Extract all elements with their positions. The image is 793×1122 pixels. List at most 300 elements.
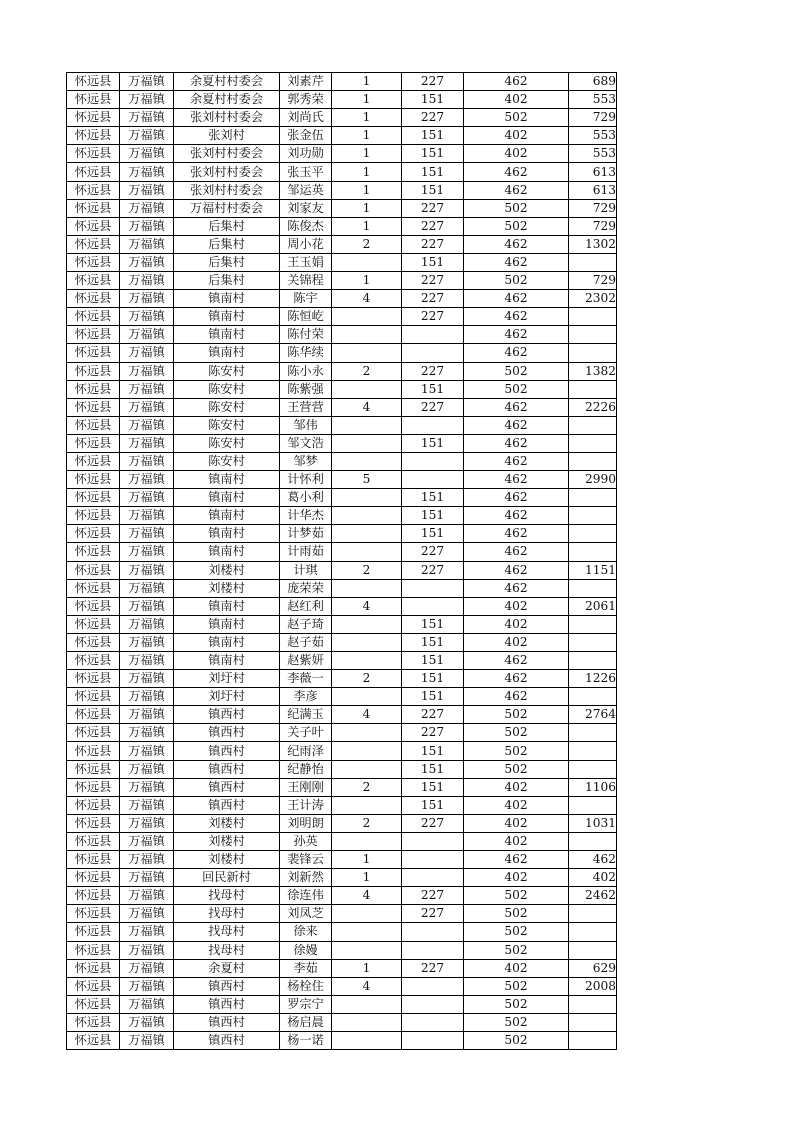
name-cell[interactable]: 杨栓住 (280, 977, 332, 995)
amount-a-cell[interactable] (402, 995, 464, 1013)
amount-a-cell[interactable]: 227 (402, 199, 464, 217)
count-cell[interactable] (332, 760, 402, 778)
village-cell[interactable]: 镇西村 (174, 1031, 280, 1049)
amount-a-cell[interactable] (402, 1031, 464, 1049)
total-cell[interactable] (569, 905, 617, 923)
total-cell[interactable]: 689 (569, 73, 617, 91)
county-cell[interactable]: 怀远县 (67, 796, 120, 814)
count-cell[interactable]: 1 (332, 109, 402, 127)
name-cell[interactable]: 计华杰 (280, 507, 332, 525)
town-cell[interactable]: 万福镇 (120, 724, 174, 742)
amount-b-cell[interactable]: 502 (464, 941, 569, 959)
village-cell[interactable]: 刘楼村 (174, 832, 280, 850)
amount-b-cell[interactable]: 462 (464, 851, 569, 869)
total-cell[interactable] (569, 579, 617, 597)
town-cell[interactable]: 万福镇 (120, 434, 174, 452)
amount-a-cell[interactable]: 151 (402, 253, 464, 271)
amount-a-cell[interactable] (402, 326, 464, 344)
county-cell[interactable]: 怀远县 (67, 1031, 120, 1049)
amount-b-cell[interactable]: 402 (464, 91, 569, 109)
county-cell[interactable]: 怀远县 (67, 217, 120, 235)
total-cell[interactable] (569, 489, 617, 507)
amount-b-cell[interactable]: 462 (464, 253, 569, 271)
amount-a-cell[interactable]: 227 (402, 887, 464, 905)
town-cell[interactable]: 万福镇 (120, 633, 174, 651)
total-cell[interactable]: 2008 (569, 977, 617, 995)
amount-a-cell[interactable]: 151 (402, 91, 464, 109)
count-cell[interactable]: 1 (332, 959, 402, 977)
amount-b-cell[interactable]: 402 (464, 633, 569, 651)
amount-a-cell[interactable]: 151 (402, 525, 464, 543)
amount-a-cell[interactable] (402, 923, 464, 941)
name-cell[interactable]: 计梦茹 (280, 525, 332, 543)
town-cell[interactable]: 万福镇 (120, 778, 174, 796)
village-cell[interactable]: 余夏村 (174, 959, 280, 977)
total-cell[interactable]: 729 (569, 109, 617, 127)
village-cell[interactable]: 镇南村 (174, 326, 280, 344)
town-cell[interactable]: 万福镇 (120, 489, 174, 507)
name-cell[interactable]: 赵紫妍 (280, 652, 332, 670)
count-cell[interactable] (332, 923, 402, 941)
town-cell[interactable]: 万福镇 (120, 760, 174, 778)
county-cell[interactable]: 怀远县 (67, 181, 120, 199)
amount-b-cell[interactable]: 402 (464, 796, 569, 814)
county-cell[interactable]: 怀远县 (67, 326, 120, 344)
county-cell[interactable]: 怀远县 (67, 543, 120, 561)
amount-a-cell[interactable] (402, 452, 464, 470)
name-cell[interactable]: 陈宇 (280, 290, 332, 308)
amount-b-cell[interactable]: 502 (464, 272, 569, 290)
name-cell[interactable]: 杨启晨 (280, 1013, 332, 1031)
amount-b-cell[interactable]: 502 (464, 199, 569, 217)
amount-b-cell[interactable]: 462 (464, 181, 569, 199)
village-cell[interactable]: 镇南村 (174, 615, 280, 633)
village-cell[interactable]: 找母村 (174, 887, 280, 905)
total-cell[interactable]: 729 (569, 217, 617, 235)
amount-a-cell[interactable]: 151 (402, 742, 464, 760)
count-cell[interactable]: 1 (332, 127, 402, 145)
amount-b-cell[interactable]: 462 (464, 434, 569, 452)
village-cell[interactable]: 刘圩村 (174, 688, 280, 706)
count-cell[interactable]: 1 (332, 73, 402, 91)
count-cell[interactable]: 1 (332, 91, 402, 109)
name-cell[interactable]: 徐嫚 (280, 941, 332, 959)
name-cell[interactable]: 王营营 (280, 398, 332, 416)
name-cell[interactable]: 刘功勋 (280, 145, 332, 163)
town-cell[interactable]: 万福镇 (120, 706, 174, 724)
name-cell[interactable]: 李茹 (280, 959, 332, 977)
name-cell[interactable]: 陈华续 (280, 344, 332, 362)
amount-b-cell[interactable]: 402 (464, 597, 569, 615)
count-cell[interactable] (332, 832, 402, 850)
amount-b-cell[interactable]: 462 (464, 561, 569, 579)
count-cell[interactable] (332, 507, 402, 525)
village-cell[interactable]: 后集村 (174, 217, 280, 235)
total-cell[interactable]: 613 (569, 181, 617, 199)
county-cell[interactable]: 怀远县 (67, 941, 120, 959)
town-cell[interactable]: 万福镇 (120, 814, 174, 832)
amount-a-cell[interactable] (402, 869, 464, 887)
town-cell[interactable]: 万福镇 (120, 670, 174, 688)
village-cell[interactable]: 镇西村 (174, 995, 280, 1013)
county-cell[interactable]: 怀远县 (67, 688, 120, 706)
name-cell[interactable]: 计琪 (280, 561, 332, 579)
name-cell[interactable]: 关子叶 (280, 724, 332, 742)
name-cell[interactable]: 陈俊杰 (280, 217, 332, 235)
count-cell[interactable]: 4 (332, 398, 402, 416)
county-cell[interactable]: 怀远县 (67, 832, 120, 850)
total-cell[interactable]: 402 (569, 869, 617, 887)
total-cell[interactable] (569, 434, 617, 452)
count-cell[interactable]: 4 (332, 977, 402, 995)
count-cell[interactable] (332, 742, 402, 760)
village-cell[interactable]: 陈安村 (174, 380, 280, 398)
village-cell[interactable]: 回民新村 (174, 869, 280, 887)
total-cell[interactable] (569, 1031, 617, 1049)
count-cell[interactable]: 4 (332, 290, 402, 308)
town-cell[interactable]: 万福镇 (120, 1031, 174, 1049)
total-cell[interactable] (569, 832, 617, 850)
count-cell[interactable] (332, 416, 402, 434)
name-cell[interactable]: 刘新然 (280, 869, 332, 887)
town-cell[interactable]: 万福镇 (120, 235, 174, 253)
count-cell[interactable] (332, 344, 402, 362)
total-cell[interactable] (569, 452, 617, 470)
name-cell[interactable]: 邹梦 (280, 452, 332, 470)
total-cell[interactable]: 629 (569, 959, 617, 977)
village-cell[interactable]: 张刘村村委会 (174, 181, 280, 199)
amount-b-cell[interactable]: 462 (464, 416, 569, 434)
village-cell[interactable]: 余夏村村委会 (174, 73, 280, 91)
county-cell[interactable]: 怀远县 (67, 398, 120, 416)
town-cell[interactable]: 万福镇 (120, 597, 174, 615)
name-cell[interactable]: 陈紫强 (280, 380, 332, 398)
total-cell[interactable]: 1226 (569, 670, 617, 688)
amount-b-cell[interactable]: 462 (464, 235, 569, 253)
name-cell[interactable]: 刘素芹 (280, 73, 332, 91)
count-cell[interactable] (332, 995, 402, 1013)
amount-b-cell[interactable]: 462 (464, 471, 569, 489)
county-cell[interactable]: 怀远县 (67, 344, 120, 362)
total-cell[interactable] (569, 308, 617, 326)
county-cell[interactable]: 怀远县 (67, 760, 120, 778)
town-cell[interactable]: 万福镇 (120, 525, 174, 543)
amount-b-cell[interactable]: 502 (464, 742, 569, 760)
county-cell[interactable]: 怀远县 (67, 145, 120, 163)
village-cell[interactable]: 镇南村 (174, 633, 280, 651)
town-cell[interactable]: 万福镇 (120, 742, 174, 760)
county-cell[interactable]: 怀远县 (67, 670, 120, 688)
town-cell[interactable]: 万福镇 (120, 344, 174, 362)
amount-a-cell[interactable]: 151 (402, 615, 464, 633)
amount-b-cell[interactable]: 402 (464, 832, 569, 850)
count-cell[interactable] (332, 615, 402, 633)
total-cell[interactable] (569, 688, 617, 706)
count-cell[interactable]: 2 (332, 670, 402, 688)
amount-b-cell[interactable]: 502 (464, 724, 569, 742)
count-cell[interactable] (332, 326, 402, 344)
county-cell[interactable]: 怀远县 (67, 742, 120, 760)
town-cell[interactable]: 万福镇 (120, 272, 174, 290)
county-cell[interactable]: 怀远县 (67, 724, 120, 742)
village-cell[interactable]: 镇南村 (174, 489, 280, 507)
village-cell[interactable]: 张刘村 (174, 127, 280, 145)
count-cell[interactable] (332, 688, 402, 706)
town-cell[interactable]: 万福镇 (120, 73, 174, 91)
county-cell[interactable]: 怀远县 (67, 127, 120, 145)
amount-a-cell[interactable]: 227 (402, 561, 464, 579)
total-cell[interactable]: 613 (569, 163, 617, 181)
county-cell[interactable]: 怀远县 (67, 489, 120, 507)
total-cell[interactable]: 2061 (569, 597, 617, 615)
village-cell[interactable]: 刘圩村 (174, 670, 280, 688)
name-cell[interactable]: 陈恒屹 (280, 308, 332, 326)
amount-a-cell[interactable] (402, 832, 464, 850)
total-cell[interactable] (569, 760, 617, 778)
town-cell[interactable]: 万福镇 (120, 181, 174, 199)
town-cell[interactable]: 万福镇 (120, 869, 174, 887)
county-cell[interactable]: 怀远县 (67, 471, 120, 489)
count-cell[interactable]: 1 (332, 181, 402, 199)
total-cell[interactable]: 553 (569, 127, 617, 145)
county-cell[interactable]: 怀远县 (67, 416, 120, 434)
amount-a-cell[interactable]: 151 (402, 670, 464, 688)
town-cell[interactable]: 万福镇 (120, 290, 174, 308)
total-cell[interactable]: 729 (569, 272, 617, 290)
amount-b-cell[interactable]: 462 (464, 290, 569, 308)
town-cell[interactable]: 万福镇 (120, 995, 174, 1013)
total-cell[interactable] (569, 344, 617, 362)
total-cell[interactable] (569, 941, 617, 959)
village-cell[interactable]: 后集村 (174, 272, 280, 290)
count-cell[interactable]: 2 (332, 362, 402, 380)
town-cell[interactable]: 万福镇 (120, 308, 174, 326)
town-cell[interactable]: 万福镇 (120, 416, 174, 434)
name-cell[interactable]: 王计涛 (280, 796, 332, 814)
name-cell[interactable]: 刘明朗 (280, 814, 332, 832)
amount-a-cell[interactable]: 151 (402, 434, 464, 452)
amount-b-cell[interactable]: 462 (464, 670, 569, 688)
amount-a-cell[interactable]: 151 (402, 760, 464, 778)
name-cell[interactable]: 张金伍 (280, 127, 332, 145)
town-cell[interactable]: 万福镇 (120, 887, 174, 905)
amount-b-cell[interactable]: 462 (464, 652, 569, 670)
amount-a-cell[interactable]: 151 (402, 652, 464, 670)
amount-b-cell[interactable]: 502 (464, 977, 569, 995)
amount-a-cell[interactable]: 227 (402, 217, 464, 235)
total-cell[interactable]: 2462 (569, 887, 617, 905)
count-cell[interactable] (332, 1013, 402, 1031)
name-cell[interactable]: 赵子茹 (280, 633, 332, 651)
name-cell[interactable]: 纪静怡 (280, 760, 332, 778)
amount-b-cell[interactable]: 502 (464, 380, 569, 398)
amount-a-cell[interactable] (402, 941, 464, 959)
county-cell[interactable]: 怀远县 (67, 1013, 120, 1031)
count-cell[interactable] (332, 525, 402, 543)
amount-a-cell[interactable]: 227 (402, 543, 464, 561)
amount-b-cell[interactable]: 502 (464, 362, 569, 380)
name-cell[interactable]: 徐连伟 (280, 887, 332, 905)
town-cell[interactable]: 万福镇 (120, 688, 174, 706)
count-cell[interactable] (332, 434, 402, 452)
village-cell[interactable]: 镇西村 (174, 778, 280, 796)
total-cell[interactable] (569, 724, 617, 742)
count-cell[interactable]: 2 (332, 561, 402, 579)
count-cell[interactable] (332, 724, 402, 742)
name-cell[interactable]: 计怀利 (280, 471, 332, 489)
amount-a-cell[interactable]: 151 (402, 181, 464, 199)
amount-a-cell[interactable]: 151 (402, 688, 464, 706)
amount-a-cell[interactable]: 227 (402, 362, 464, 380)
total-cell[interactable] (569, 923, 617, 941)
town-cell[interactable]: 万福镇 (120, 977, 174, 995)
total-cell[interactable] (569, 796, 617, 814)
village-cell[interactable]: 镇西村 (174, 796, 280, 814)
amount-a-cell[interactable]: 151 (402, 796, 464, 814)
amount-a-cell[interactable]: 151 (402, 778, 464, 796)
total-cell[interactable]: 2764 (569, 706, 617, 724)
total-cell[interactable]: 1302 (569, 235, 617, 253)
county-cell[interactable]: 怀远县 (67, 869, 120, 887)
amount-a-cell[interactable]: 227 (402, 905, 464, 923)
name-cell[interactable]: 徐来 (280, 923, 332, 941)
amount-a-cell[interactable] (402, 579, 464, 597)
count-cell[interactable]: 1 (332, 272, 402, 290)
amount-b-cell[interactable]: 502 (464, 109, 569, 127)
village-cell[interactable]: 后集村 (174, 253, 280, 271)
town-cell[interactable]: 万福镇 (120, 905, 174, 923)
county-cell[interactable]: 怀远县 (67, 579, 120, 597)
amount-a-cell[interactable]: 227 (402, 308, 464, 326)
town-cell[interactable]: 万福镇 (120, 796, 174, 814)
name-cell[interactable]: 纪雨泽 (280, 742, 332, 760)
county-cell[interactable]: 怀远县 (67, 507, 120, 525)
amount-a-cell[interactable]: 227 (402, 290, 464, 308)
town-cell[interactable]: 万福镇 (120, 452, 174, 470)
village-cell[interactable]: 镇西村 (174, 760, 280, 778)
amount-b-cell[interactable]: 402 (464, 127, 569, 145)
name-cell[interactable]: 赵红利 (280, 597, 332, 615)
county-cell[interactable]: 怀远县 (67, 887, 120, 905)
amount-b-cell[interactable]: 502 (464, 760, 569, 778)
village-cell[interactable]: 刘楼村 (174, 579, 280, 597)
village-cell[interactable]: 刘楼村 (174, 561, 280, 579)
count-cell[interactable]: 1 (332, 163, 402, 181)
total-cell[interactable]: 2302 (569, 290, 617, 308)
town-cell[interactable]: 万福镇 (120, 1013, 174, 1031)
amount-b-cell[interactable]: 502 (464, 1031, 569, 1049)
county-cell[interactable]: 怀远县 (67, 73, 120, 91)
amount-b-cell[interactable]: 502 (464, 217, 569, 235)
town-cell[interactable]: 万福镇 (120, 579, 174, 597)
name-cell[interactable]: 张玉平 (280, 163, 332, 181)
name-cell[interactable]: 王玉娟 (280, 253, 332, 271)
amount-b-cell[interactable]: 462 (464, 507, 569, 525)
count-cell[interactable] (332, 253, 402, 271)
village-cell[interactable]: 镇西村 (174, 706, 280, 724)
amount-b-cell[interactable]: 462 (464, 579, 569, 597)
amount-b-cell[interactable]: 462 (464, 163, 569, 181)
total-cell[interactable] (569, 326, 617, 344)
county-cell[interactable]: 怀远县 (67, 778, 120, 796)
town-cell[interactable]: 万福镇 (120, 851, 174, 869)
count-cell[interactable] (332, 489, 402, 507)
amount-a-cell[interactable] (402, 471, 464, 489)
village-cell[interactable]: 镇南村 (174, 471, 280, 489)
town-cell[interactable]: 万福镇 (120, 380, 174, 398)
amount-a-cell[interactable]: 151 (402, 633, 464, 651)
town-cell[interactable]: 万福镇 (120, 326, 174, 344)
total-cell[interactable]: 729 (569, 199, 617, 217)
count-cell[interactable] (332, 380, 402, 398)
village-cell[interactable]: 刘楼村 (174, 851, 280, 869)
county-cell[interactable]: 怀远县 (67, 597, 120, 615)
town-cell[interactable]: 万福镇 (120, 959, 174, 977)
count-cell[interactable]: 5 (332, 471, 402, 489)
town-cell[interactable]: 万福镇 (120, 543, 174, 561)
county-cell[interactable]: 怀远县 (67, 923, 120, 941)
village-cell[interactable]: 陈安村 (174, 416, 280, 434)
village-cell[interactable]: 陈安村 (174, 434, 280, 452)
village-cell[interactable]: 陈安村 (174, 398, 280, 416)
village-cell[interactable]: 后集村 (174, 235, 280, 253)
county-cell[interactable]: 怀远县 (67, 290, 120, 308)
town-cell[interactable]: 万福镇 (120, 471, 174, 489)
count-cell[interactable]: 1 (332, 145, 402, 163)
name-cell[interactable]: 李薇一 (280, 670, 332, 688)
amount-b-cell[interactable]: 402 (464, 145, 569, 163)
amount-a-cell[interactable]: 227 (402, 959, 464, 977)
name-cell[interactable]: 庞荣荣 (280, 579, 332, 597)
town-cell[interactable]: 万福镇 (120, 941, 174, 959)
total-cell[interactable] (569, 253, 617, 271)
total-cell[interactable]: 462 (569, 851, 617, 869)
count-cell[interactable] (332, 452, 402, 470)
village-cell[interactable]: 刘楼村 (174, 814, 280, 832)
county-cell[interactable]: 怀远县 (67, 814, 120, 832)
county-cell[interactable]: 怀远县 (67, 109, 120, 127)
county-cell[interactable]: 怀远县 (67, 434, 120, 452)
count-cell[interactable] (332, 1031, 402, 1049)
amount-b-cell[interactable]: 462 (464, 326, 569, 344)
village-cell[interactable]: 镇西村 (174, 1013, 280, 1031)
county-cell[interactable]: 怀远县 (67, 253, 120, 271)
county-cell[interactable]: 怀远县 (67, 380, 120, 398)
amount-a-cell[interactable] (402, 1013, 464, 1031)
amount-b-cell[interactable]: 462 (464, 308, 569, 326)
amount-a-cell[interactable] (402, 344, 464, 362)
amount-a-cell[interactable]: 227 (402, 235, 464, 253)
count-cell[interactable]: 1 (332, 851, 402, 869)
amount-b-cell[interactable]: 462 (464, 688, 569, 706)
amount-b-cell[interactable]: 462 (464, 452, 569, 470)
town-cell[interactable]: 万福镇 (120, 832, 174, 850)
name-cell[interactable]: 裴锋云 (280, 851, 332, 869)
amount-a-cell[interactable]: 227 (402, 706, 464, 724)
town-cell[interactable]: 万福镇 (120, 253, 174, 271)
town-cell[interactable]: 万福镇 (120, 507, 174, 525)
village-cell[interactable]: 万福村村委会 (174, 199, 280, 217)
amount-a-cell[interactable] (402, 416, 464, 434)
amount-a-cell[interactable] (402, 851, 464, 869)
count-cell[interactable]: 4 (332, 887, 402, 905)
amount-a-cell[interactable]: 151 (402, 145, 464, 163)
total-cell[interactable]: 553 (569, 91, 617, 109)
village-cell[interactable]: 镇南村 (174, 597, 280, 615)
village-cell[interactable]: 镇南村 (174, 525, 280, 543)
amount-b-cell[interactable]: 402 (464, 778, 569, 796)
total-cell[interactable] (569, 416, 617, 434)
